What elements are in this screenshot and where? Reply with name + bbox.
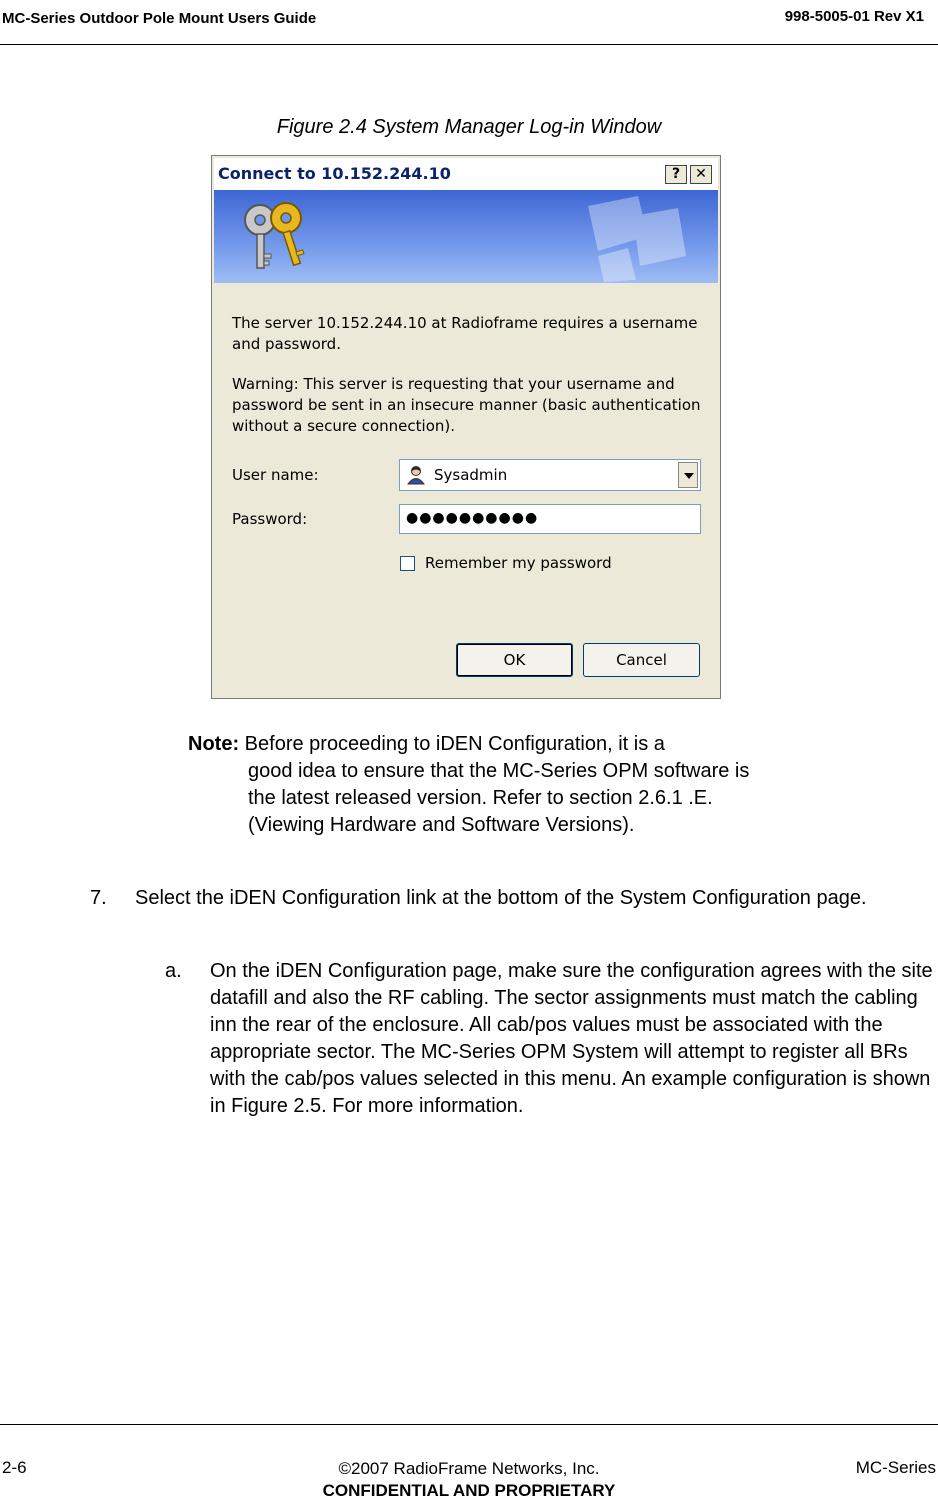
password-field[interactable]: ●●●●●●●●●● [399,504,701,534]
note-block [188,731,758,839]
product-name: MC-Series [855,1458,936,1477]
dialog-banner [214,190,718,283]
confidential-notice: CONFIDENTIAL AND PROPRIETARY [322,1481,616,1500]
footer-divider [0,1424,938,1425]
footer-center [0,1458,938,1502]
username-combobox[interactable] [399,459,701,491]
remember-password-checkbox[interactable] [400,556,415,571]
help-button[interactable]: ? [665,165,687,184]
username-value: Sysadmin [434,466,508,484]
substep-text: On the iDEN Configuration page, make sure the configuration agrees with the site datafill and also the RF cabling. The sector assignments must match the cabling inn the rear of the enclosure. All cab/pos values must be associated with the appropriate sector. The MC-Series OPM System will attempt to register all BRs with the cab/pos values selected in this menu. An example configuration is shown in Figure 2.5. For more information. [210,960,933,1117]
step-number: 7. [90,887,107,909]
running-header-title: MC-Series Outdoor Pole Mount Users Guide [2,10,317,27]
figure-caption: Figure 2.4 System Manager Log-in Window [276,116,662,138]
page-number: 2-6 [2,1458,27,1477]
cancel-button[interactable]: Cancel [583,643,700,677]
remember-password-label[interactable]: Remember my password [425,554,612,572]
substep-letter: a. [165,960,182,982]
note-first-line: Before proceeding to iDEN Configuration, it is a [244,733,665,755]
header-divider [0,44,938,45]
user-icon [406,465,426,485]
username-label: User name: [232,466,319,484]
keys-icon [236,198,316,274]
banner-decoration-icon [578,196,688,282]
close-button[interactable]: ✕ [690,165,712,184]
login-dialog [211,155,721,699]
dialog-message: The server 10.152.244.10 at Radioframe requires a username and password. [232,314,698,353]
ok-button[interactable]: OK [456,643,573,677]
document-number: 998-5005-01 Rev X1 [784,8,924,25]
password-label: Password: [232,510,308,528]
dialog-title-bar [214,158,718,190]
dialog-warning: Warning: This server is requesting that your username and password be sent in an insecure manner (basic authentication without a secure connection). [232,375,701,435]
chevron-down-icon[interactable] [678,462,698,488]
step-text: Select the iDEN Configuration link at the bottom of the System Configuration page. [135,887,867,909]
note-continuation: good idea to ensure that the MC-Series OPM software is the latest released version. Refer to section 2.6.1 .E. (Viewing Hardware and Software Versions). [248,760,750,836]
copyright: ©2007 RadioFrame Networks, Inc. [338,1459,600,1478]
note-label: Note: [188,733,240,755]
dialog-title: Connect to 10.152.244.10 [218,164,451,183]
